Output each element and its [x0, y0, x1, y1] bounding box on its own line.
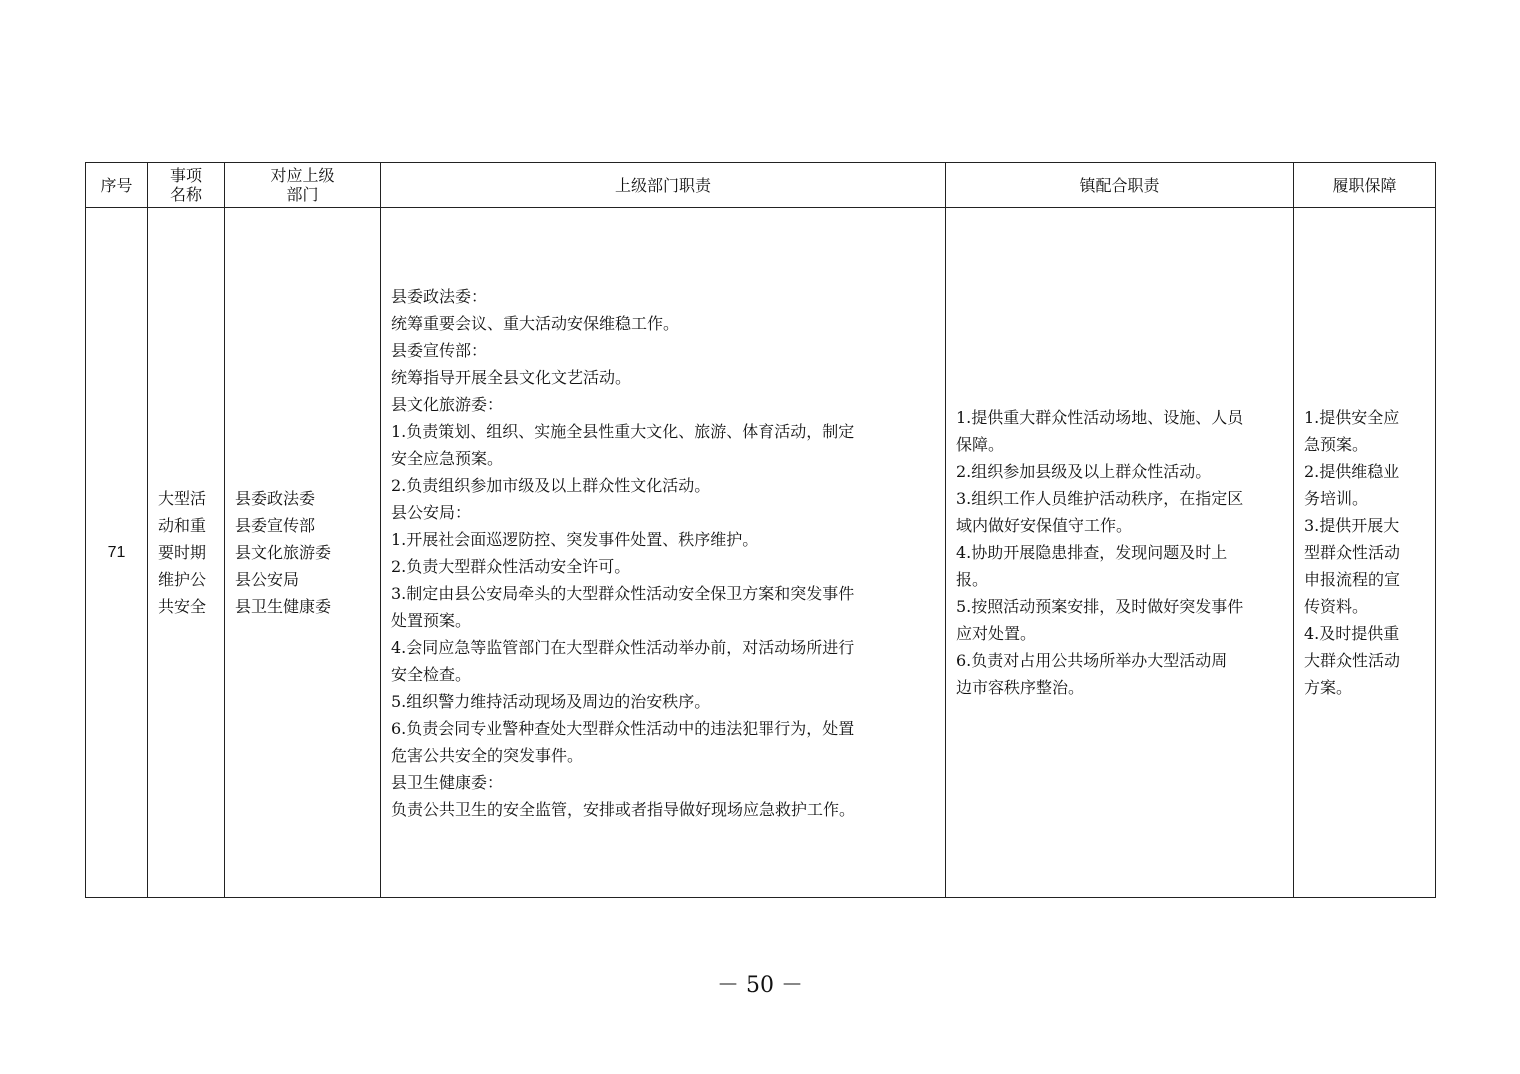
text-line: 1.负责策划、组织、实施全县性重大文化、旅游、体育活动，制定 — [391, 421, 855, 441]
text-line: 申报流程的宣 — [1304, 570, 1401, 589]
text-line: 1.提供重大群众性活动场地、设施、人员 — [956, 408, 1244, 427]
text-line: 域内做好安保值守工作。 — [956, 516, 1133, 535]
text-line: 急预案。 — [1304, 435, 1369, 454]
header-no: 序号 — [86, 163, 148, 208]
cell-dept — [225, 208, 381, 898]
table-row — [86, 208, 1436, 898]
text-line: 2.提供维稳业 — [1304, 462, 1400, 481]
text-line: 大型活 — [158, 489, 207, 508]
text-line: 应对处置。 — [956, 624, 1037, 643]
text-line: 县文化旅游委 — [235, 543, 332, 562]
text-line: 6.负责对占用公共场所举办大型活动周 — [956, 651, 1228, 670]
text-line: 报。 — [956, 570, 989, 589]
text-line: 型群众性活动 — [1304, 543, 1401, 562]
text-line: 方案。 — [1304, 678, 1353, 697]
text-line: 2.负责大型群众性活动安全许可。 — [391, 556, 631, 576]
duty-table — [85, 162, 1436, 898]
text-line: 4.会同应急等监管部门在大型群众性活动举办前，对活动场所进行 — [391, 637, 855, 657]
text-line: 6.负责会同专业警种查处大型群众性活动中的违法犯罪行为，处置 — [391, 718, 855, 738]
header-name — [148, 163, 225, 208]
text-line: 2.负责组织参加市级及以上群众性文化活动。 — [391, 475, 711, 495]
text-line: 要时期 — [158, 543, 207, 562]
cell-no: 71 — [86, 208, 148, 898]
text-line: 4.协助开展隐患排查，发现问题及时上 — [956, 543, 1228, 562]
text-line: 危害公共安全的突发事件。 — [391, 745, 584, 765]
text-line: 县公安局： — [391, 502, 472, 522]
cell-name — [148, 208, 225, 898]
text-line: 1.提供安全应 — [1304, 408, 1400, 427]
header-superior: 上级部门职责 — [381, 163, 946, 208]
page-number: － 50 － — [717, 973, 803, 998]
header-name-line: 名称 — [169, 185, 202, 204]
text-line: 传资料。 — [1304, 597, 1369, 616]
text-line: 县委宣传部 — [235, 516, 316, 535]
header-dept-line: 对应上级 — [270, 166, 335, 185]
text-line: 4.及时提供重 — [1304, 624, 1400, 643]
cell-superior-duties — [381, 208, 946, 898]
text-line: 共安全 — [158, 597, 207, 616]
text-line: 保障。 — [956, 435, 1005, 454]
text-line: 1.开展社会面巡逻防控、突发事件处置、秩序维护。 — [391, 529, 759, 549]
text-line: 5.按照活动预案安排，及时做好突发事件 — [956, 597, 1244, 616]
text-line: 统筹指导开展全县文化文艺活动。 — [391, 367, 632, 387]
text-line: 维护公 — [158, 570, 207, 589]
header-guarantee: 履职保障 — [1294, 163, 1436, 208]
text-line: 县卫生健康委： — [391, 772, 504, 792]
text-line: 3.制定由县公安局牵头的大型群众性活动安全保卫方案和突发事件 — [391, 583, 855, 603]
cell-town-duties — [946, 208, 1294, 898]
text-line: 县公安局 — [235, 570, 300, 589]
header-name-line: 事项 — [169, 166, 202, 185]
text-line: 负责公共卫生的安全监管，安排或者指导做好现场应急救护工作。 — [391, 799, 856, 819]
text-line: 3.组织工作人员维护活动秩序，在指定区 — [956, 489, 1244, 508]
text-line: 5.组织警力维持活动现场及周边的治安秩序。 — [391, 691, 711, 711]
text-line: 统筹重要会议、重大活动安保维稳工作。 — [391, 313, 680, 333]
text-line: 县委政法委： — [391, 286, 488, 306]
text-line: 安全应急预案。 — [391, 448, 504, 468]
text-line: 大群众性活动 — [1304, 651, 1401, 670]
text-line: 处置预案。 — [391, 610, 472, 630]
text-line: 务培训。 — [1304, 489, 1369, 508]
text-line: 县委政法委 — [235, 489, 316, 508]
header-dept — [225, 163, 381, 208]
text-line: 安全检查。 — [391, 664, 472, 684]
text-line: 县卫生健康委 — [235, 597, 332, 616]
text-line: 3.提供开展大 — [1304, 516, 1400, 535]
text-line: 县委宣传部： — [391, 340, 488, 360]
text-line: 2.组织参加县级及以上群众性活动。 — [956, 462, 1212, 481]
text-line: 县文化旅游委： — [391, 394, 504, 414]
cell-guarantee — [1294, 208, 1436, 898]
header-town: 镇配合职责 — [946, 163, 1294, 208]
header-dept-line: 部门 — [286, 185, 319, 204]
header-row — [86, 163, 1436, 208]
text-line: 动和重 — [158, 516, 207, 535]
text-line: 边市容秩序整治。 — [956, 678, 1085, 697]
